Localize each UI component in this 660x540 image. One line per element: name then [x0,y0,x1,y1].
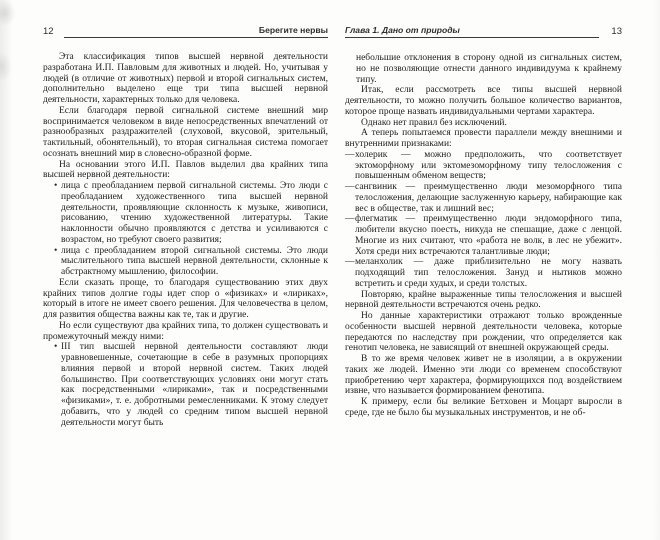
dash-item: — сангвиник — преимущественно люди мезоморфного типа телосложения, делающие заслуженную карьеру, набирающие как вес в обществе, так и лишний вес; [345,182,622,214]
paragraph: Но данные характеристики отражают только врожденные особенности высшей нервной деятельности человека, которые передаются по наследству при рождении, что определяется как генотип человека, не зависящий от внешней окружающей среды. [345,311,622,354]
scan-edge-shadow-right [652,0,660,540]
paragraph: В то же время человек живет не в изоляции, а в окружении таких же людей. Именно эти люди со временем способствуют приобретению черт характера, формирующихся под воздействием извне, что называется формированием фенотипа. [345,354,622,397]
paragraph: Если сказать проще, то благодаря существованию этих двух крайних типов долгие годы идет спор о «физиках» и «лириках», который в итоге не имеет своего решения. Для человечества в целом, для развития общества важны как те, так и другие. [43,277,328,320]
dash-item: — меланхолик — даже приблизительно не могу назвать подходящий тип телосложения. Зануд и нытиков можно встретить и среди худых, и среди толстых. [345,257,622,289]
page-number-right: 13 [611,26,622,37]
paragraph: Однако нет правил без исключений. [361,117,507,128]
paragraph: небольшие отклонения в сторону одной из сигнальных систем, но не позволяющие отнести данного индивидуума к крайнему типу. [356,53,622,85]
dash-marker: — [345,149,355,160]
bullet-item: • лица с преобладанием второй сигнальной системы. Это люди мыслительного типа высшей нервной деятельности, склонные к абстрактному мышлению, философии. [54,245,328,277]
left-page [43,0,328,428]
paragraph: Но если существуют два крайних типа, то должен существовать и промежуточный между ними: [43,320,328,342]
header-rule-right [345,26,599,38]
dash-marker: — [345,214,355,225]
page-number-left: 12 [43,26,54,37]
bullet-marker: • [54,342,58,353]
left-page-body [43,52,328,428]
running-title-left: Берегите нервы [258,25,328,35]
paragraph: На основании этого И.П. Павлов выделил два крайних типа высшей нервной деятельности: [43,159,328,181]
dash-marker: — [345,257,355,268]
paragraph: Итак, если рассмотреть все типы высшей нервной деятельности, то можно получить большое количество вариантов, которое проще назвать индивидуальными чертами характера. [345,85,622,117]
bullet-item: • лица с преобладанием первой сигнальной системы. Это люди с преобладанием художественного типа высшей нервной деятельности, проявляющие склонность к музыке, живописи, рисованию, чтению художественной литературы. Такие наклонности обычно проявляются с детства и усиливаются с возрастом, но требуют своего развития; [54,181,328,245]
bullet-item: • III тип высшей нервной деятельности составляют люди уравновешенные, сочетающие в себе в разумных пропорциях влияния первой и второй нервной систем. Таких людей большинство. При соответствующих условиях они могут стать как посредственными «лириками», так и посредственными «физиками», т. е. добротными ремесленниками. К этому следует добавить, что у людей со средним типом высшей нервной деятельности могут быть [54,342,328,428]
header-rule-left [64,26,328,38]
paragraph: Если благодаря первой сигнальной системе внешний мир воспринимается человеком в виде непосредственных впечатлений от разнообразных раздражителей (слуховой, вкусовой, зрительный, тактильный, обонятельный), то вторая сигнальная система помогает осознать внешний мир в словесно-образной форме. [43,105,328,159]
dash-item: — холерик — можно предположить, что соответствует эктоморфному или эктомезоморфному типу телосложения с повышенным обменом веществ; [345,149,622,182]
paragraph: А теперь попытаемся провести параллели между внешними и внутренними признаками: [345,128,622,149]
dash-marker: — [345,182,355,192]
left-page-header [43,24,328,38]
paragraph: К примеру, если бы великие Бетховен и Моцарт выросли в среде, где не было бы музыкальных инструментов, и не об- [345,397,622,418]
right-page-body [345,53,622,419]
scan-smudge [0,52,12,82]
right-page-header [345,24,622,38]
paragraph: Эта классификация типов высшей нервной деятельности разработана И.П. Павловым для животных и людей. Но, учитывая у людей (в отличие от животных) первой и второй сигнальных систем, дополнительно выделено еще три типа высшей нервной деятельности, характерных только для человека. [43,52,328,105]
scan-edge-shadow-left [0,0,14,540]
paragraph: Повторяю, крайне выраженные типы телосложения и высшей нервной деятельности встречаются очень редко. [345,289,622,311]
running-title-right: Глава 1. Дано от природы [345,25,460,35]
bullet-marker: • [54,245,58,256]
dash-item: — флегматик — преимущественно люди эндоморфного типа, любители вкусно поесть, никуда не спешащие, даже с ленцой. Многие из них считают, что «работа не волк, в лес не убежит». Хотя среди них встречаются талантливые люди; [345,214,622,257]
right-page [345,0,622,419]
scan-smudge [0,0,16,26]
bullet-marker: • [54,181,58,191]
